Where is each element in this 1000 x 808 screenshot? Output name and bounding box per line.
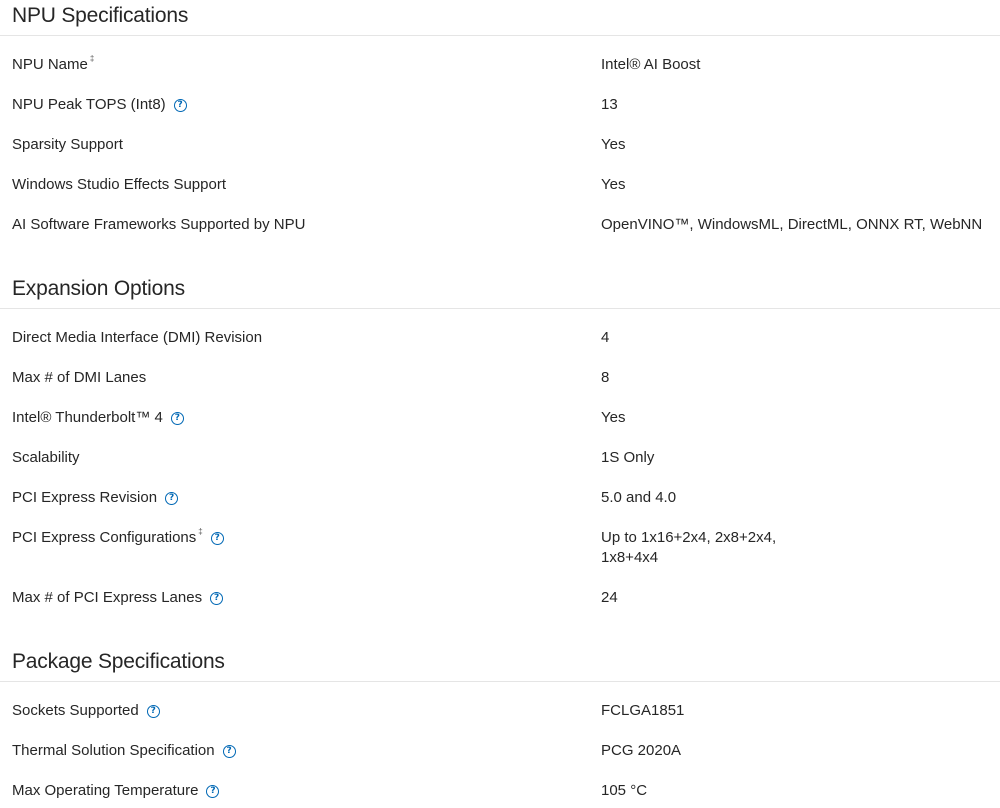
- spec-row-thunderbolt: [0, 408, 1000, 448]
- spec-row-npu-peak-tops: [0, 95, 1000, 135]
- spec-value: OpenVINO™, WindowsML, DirectML, ONNX RT, WebNN: [601, 216, 983, 233]
- help-icon[interactable]: ?: [147, 705, 160, 718]
- spec-label: AI Software Frameworks Supported by NPU: [12, 216, 306, 233]
- spec-value: 8: [601, 369, 610, 386]
- help-icon[interactable]: ?: [206, 785, 219, 798]
- footnote-mark: ‡: [89, 53, 95, 63]
- spec-value: 4: [601, 329, 610, 346]
- spec-value: PCG 2020A: [601, 742, 682, 759]
- help-icon[interactable]: ?: [223, 745, 236, 758]
- spec-value: Yes: [601, 136, 626, 153]
- spec-value: [601, 528, 776, 568]
- section-title: NPU Specifications: [12, 4, 189, 27]
- spec-value: Intel® AI Boost: [601, 56, 701, 73]
- help-icon[interactable]: ?: [171, 412, 184, 425]
- spec-row-scalability: [0, 448, 1000, 488]
- spec-label: Intel® Thunderbolt™ 4 ?: [12, 408, 184, 428]
- spec-value: 24: [601, 589, 618, 606]
- spec-label: Thermal Solution Specification ?: [12, 741, 236, 761]
- spec-row-pcie-configurations: [0, 528, 1000, 568]
- spec-row-pcie-revision: [0, 488, 1000, 528]
- spec-label: Scalability: [12, 449, 80, 466]
- footnote-mark: ‡: [198, 526, 203, 536]
- help-icon[interactable]: ?: [165, 492, 178, 505]
- spec-label: NPU Name ‡: [12, 53, 95, 73]
- help-icon[interactable]: ?: [211, 532, 224, 545]
- divider: [0, 681, 1000, 682]
- spec-value: 1S Only: [601, 449, 655, 466]
- spec-value: FCLGA1851: [601, 702, 685, 719]
- spec-value: Yes: [601, 409, 626, 426]
- spec-label: NPU Peak TOPS (Int8) ?: [12, 95, 187, 115]
- spec-label: Max # of PCI Express Lanes ?: [12, 588, 223, 608]
- help-icon[interactable]: ?: [174, 99, 187, 112]
- spec-label: Direct Media Interface (DMI) Revision: [12, 329, 263, 346]
- spec-row-sockets: [0, 701, 1000, 741]
- help-icon[interactable]: ?: [210, 592, 223, 605]
- spec-value-line: Up to 1x16+2x4, 2x8+2x4,: [601, 529, 777, 546]
- spec-value: 5.0 and 4.0: [601, 489, 677, 506]
- spec-row-thermal-solution: [0, 741, 1000, 781]
- spec-value-line: 1x8+4x4: [601, 549, 659, 566]
- spec-value: Yes: [601, 176, 626, 193]
- spec-value: 13: [601, 96, 618, 113]
- spec-row-sparsity-support: [0, 135, 1000, 175]
- spec-row-ai-frameworks: [0, 215, 1000, 255]
- spec-row-windows-studio-effects: [0, 175, 1000, 215]
- section-title: Expansion Options: [12, 277, 185, 300]
- spec-label: Sockets Supported ?: [12, 701, 160, 721]
- spec-label: Windows Studio Effects Support: [12, 176, 226, 193]
- spec-row-pcie-lanes: [0, 588, 1000, 628]
- spec-label: PCI Express Revision ?: [12, 488, 178, 508]
- divider: [0, 35, 1000, 36]
- spec-row-npu-name: [0, 55, 1000, 95]
- section-title: Package Specifications: [12, 650, 225, 673]
- spec-row-dmi-lanes: [0, 368, 1000, 408]
- divider: [0, 308, 1000, 309]
- spec-label: Max Operating Temperature ?: [12, 781, 219, 801]
- spec-label: Max # of DMI Lanes: [12, 369, 147, 386]
- spec-row-dmi-revision: [0, 328, 1000, 368]
- spec-label: Sparsity Support: [12, 136, 123, 153]
- spec-label: PCI Express Configurations ‡ ?: [12, 528, 224, 548]
- spec-row-max-temperature: [0, 781, 1000, 808]
- spec-value: 105 °C: [601, 782, 648, 799]
